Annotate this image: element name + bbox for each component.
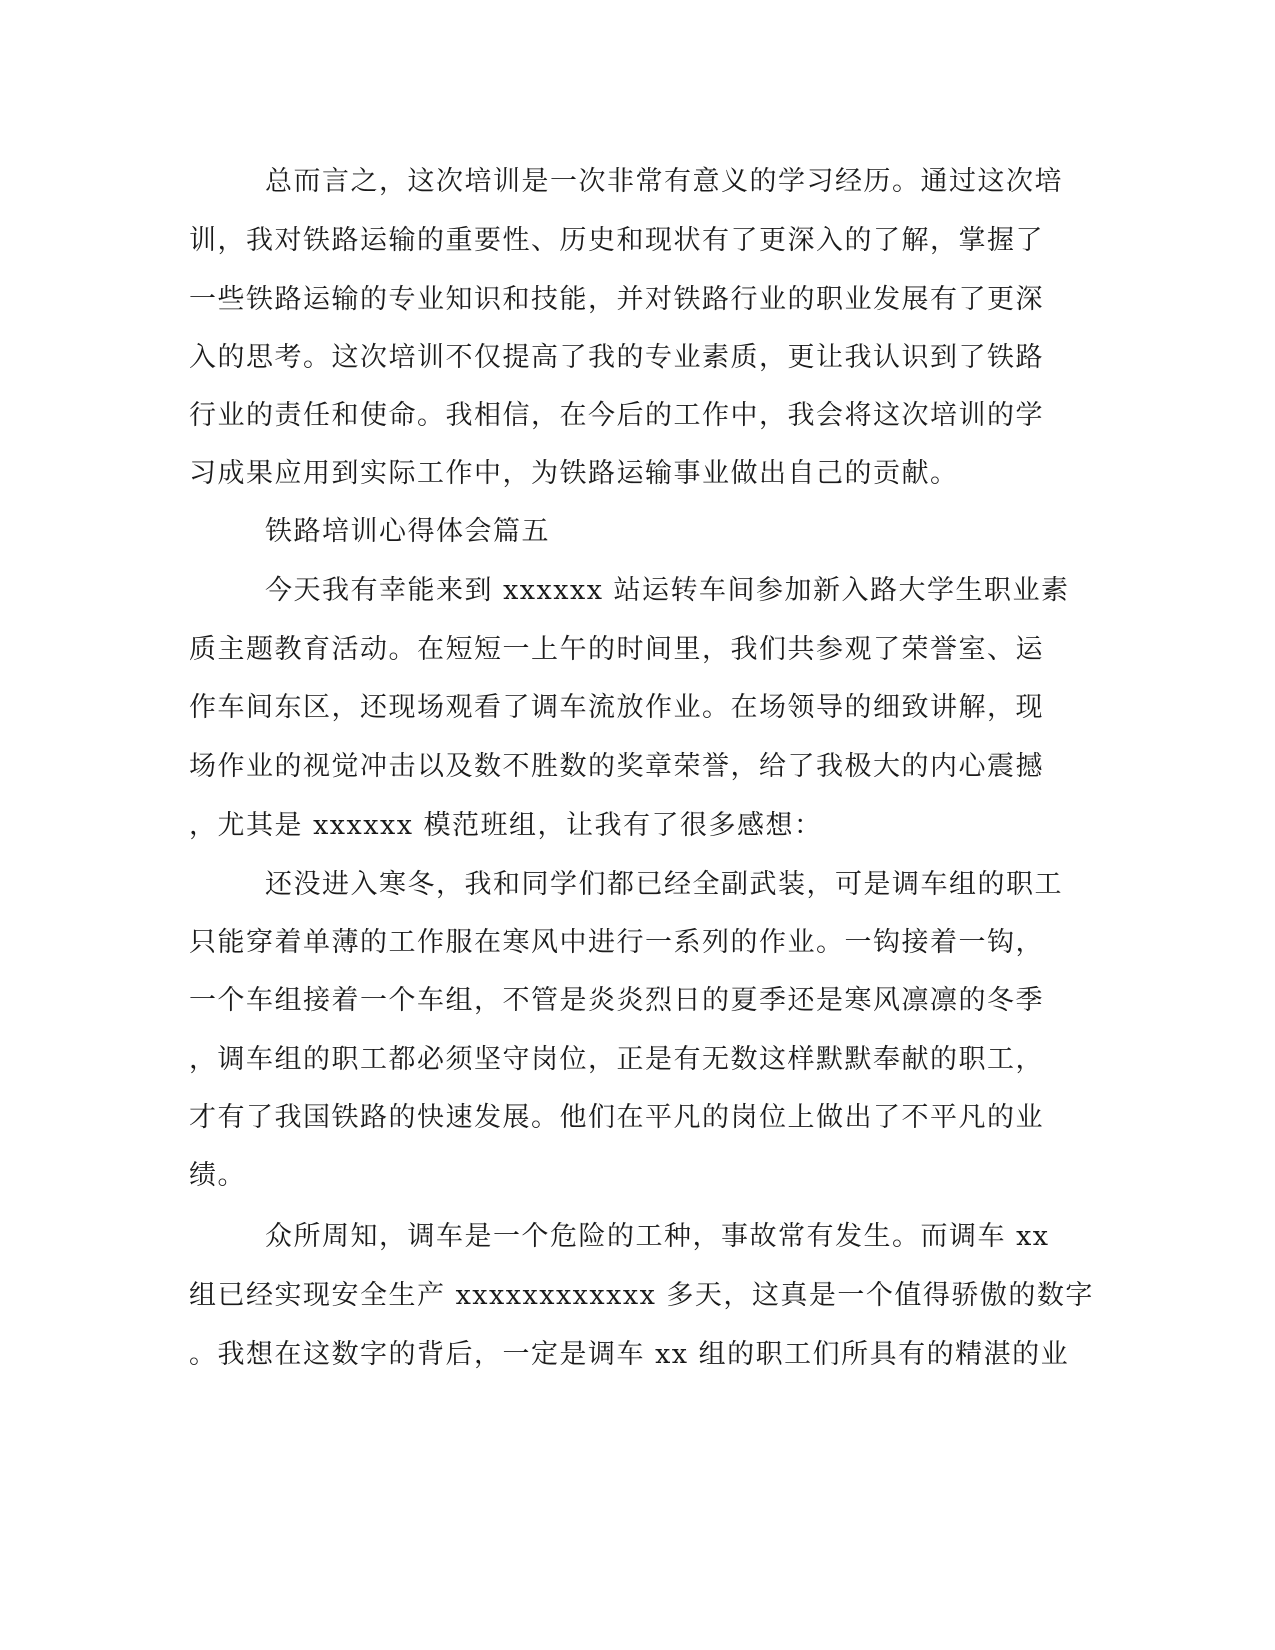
- paragraph-line: 一个车组接着一个车组，不管是炎炎烈日的夏季还是寒风凛凛的冬季: [189, 985, 1044, 1016]
- paragraph-line: 。我想在这数字的背后，一定是调车 xx 组的职工们所具有的精湛的业: [189, 1339, 1070, 1370]
- paragraph-line: 行业的责任和使命。我相信，在今后的工作中，我会将这次培训的学: [189, 400, 1044, 431]
- paragraph-line: 才有了我国铁路的快速发展。他们在平凡的岗位上做出了不平凡的业: [189, 1102, 1044, 1133]
- paragraph-line: 只能穿着单薄的工作服在寒风中进行一系列的作业。一钩接着一钩，: [189, 927, 1044, 958]
- paragraph-line: 绩。: [189, 1160, 246, 1191]
- paragraph-line: 一些铁路运输的专业知识和技能，并对铁路行业的职业发展有了更深: [189, 284, 1044, 315]
- paragraph-line: 总而言之，这次培训是一次非常有意义的学习经历。通过这次培: [265, 166, 1063, 197]
- paragraph-line: 训，我对铁路运输的重要性、历史和现状有了更深入的了解，掌握了: [189, 225, 1044, 256]
- paragraph-line: 今天我有幸能来到 xxxxxx 站运转车间参加新入路大学生职业素: [265, 575, 1070, 606]
- paragraph-line: 入的思考。这次培训不仅提高了我的专业素质，更让我认识到了铁路: [189, 342, 1044, 373]
- paragraph-line: ，调车组的职工都必须坚守岗位，正是有无数这样默默奉献的职工，: [189, 1044, 1044, 1075]
- paragraph-line: 质主题教育活动。在短短一上午的时间里，我们共参观了荣誉室、运: [189, 634, 1044, 665]
- paragraph-line: 作车间东区，还现场观看了调车流放作业。在场领导的细致讲解，现: [189, 692, 1044, 723]
- paragraph-line: 场作业的视觉冲击以及数不胜数的奖章荣誉，给了我极大的内心震撼: [189, 751, 1044, 782]
- paragraph-line: 众所周知，调车是一个危险的工种，事故常有发生。而调车 xx: [265, 1221, 1050, 1252]
- paragraph-line: 还没进入寒冬，我和同学们都已经全副武装，可是调车组的职工: [265, 869, 1063, 900]
- paragraph-line: ，尤其是 xxxxxx 模范班组，让我有了很多感想：: [189, 810, 823, 841]
- section-heading: 铁路培训心得体会篇五: [265, 516, 550, 547]
- paragraph-line: 组已经实现安全生产 xxxxxxxxxxxx 多天，这真是一个值得骄傲的数字: [189, 1280, 1094, 1311]
- paragraph-line: 习成果应用到实际工作中，为铁路运输事业做出自己的贡献。: [189, 458, 959, 489]
